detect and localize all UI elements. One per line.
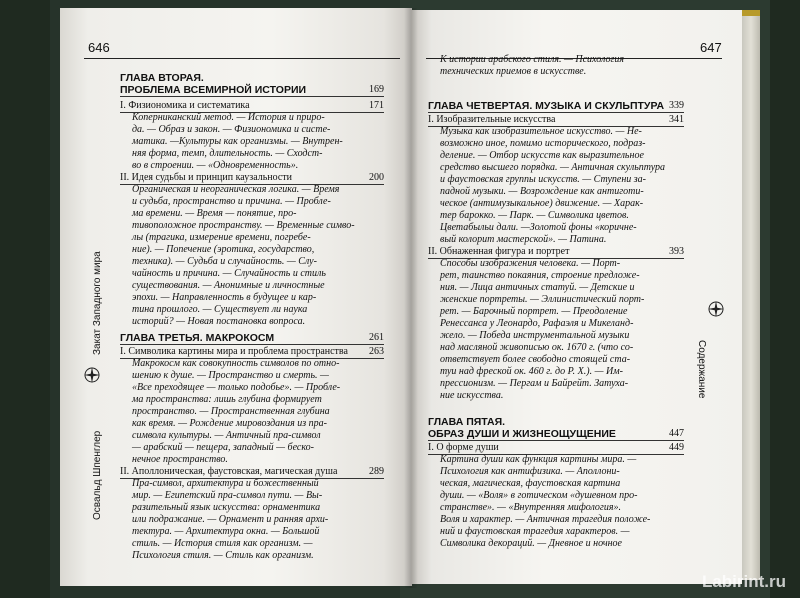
section-summary-line: рет, таинство покаяния, строение предложе- bbox=[440, 270, 640, 281]
compass-icon bbox=[707, 300, 725, 318]
section-summary-line: души. — «Воля» в готическом «душевном про- bbox=[440, 490, 638, 501]
section-entry: II. Обнаженная фигура и портрет bbox=[428, 246, 570, 257]
section-summary-line: туи над фреской ок. 460 г. до Р. Х.). — Им- bbox=[440, 366, 623, 377]
chapter-heading: ГЛАВА ПЯТАЯ. bbox=[428, 416, 506, 428]
page-ref-number: 341 bbox=[669, 114, 684, 125]
compass-icon bbox=[83, 366, 101, 384]
page-ref-number: 169 bbox=[369, 84, 384, 95]
watermark: Labirint.ru bbox=[701, 572, 786, 591]
section-entry: II. Аполлоническая, фаустовская, магическая душа bbox=[120, 466, 338, 477]
section-summary-line: вый колорит мастерской». — Патина. bbox=[440, 234, 607, 245]
section-summary-line: Ренессанса у Леонардо, Рафаэля и Микеланд- bbox=[440, 318, 634, 329]
section-summary-line: падной музыки. — Возрождение как антиготи- bbox=[440, 186, 644, 197]
section-summary-line: прессионизм. — Пергам и Байрейт. Затуха- bbox=[440, 378, 629, 389]
section-summary-line: пространство. — Пространственная глубина bbox=[132, 406, 330, 417]
entry-underline bbox=[120, 344, 384, 345]
section-entry: II. Идея судьбы и принцип каузальности bbox=[120, 172, 293, 183]
section-summary-line: ческая, магическая, фаустовская картина bbox=[440, 478, 621, 489]
page-ref-number: 447 bbox=[669, 428, 684, 439]
entry-underline bbox=[428, 440, 684, 441]
section-summary-line: символа культуры. — Античный пра-символ bbox=[132, 430, 321, 441]
section-entry: I. Изобразительные искусства bbox=[428, 114, 556, 125]
section-summary-line: рет. — Барочный портрет. — Преодоление bbox=[440, 306, 628, 317]
chapter-heading: ГЛАВА ВТОРАЯ. bbox=[120, 72, 204, 84]
section-summary-line: Психология как антифизика. — Аполлони- bbox=[440, 466, 620, 477]
chapter-heading: ОБРАЗ ДУШИ И ЖИЗНЕОЩУЩЕНИЕ bbox=[428, 428, 616, 440]
section-summary-line: средство высшего порядка. — Античная скульптура bbox=[440, 162, 666, 173]
chapter-heading: ГЛАВА ТРЕТЬЯ. МАКРОКОСМ bbox=[120, 332, 275, 344]
section-summary-line: лы (трагика, измерение времени, погребе- bbox=[132, 232, 311, 243]
section-summary-line: тектура. — Архитектура окна. — Большой bbox=[132, 526, 320, 537]
section-summary-line: ма пространства: лишь глубина формирует bbox=[132, 394, 322, 405]
header-rule-left bbox=[84, 58, 400, 59]
section-summary-line: Психология стиля. — Стиль как организм. bbox=[132, 550, 314, 561]
section-summary-line: шению к душе. — Пространство и смерть. — bbox=[132, 370, 329, 381]
section-summary-line: Музыка как изобразительное искусство. — Не- bbox=[440, 126, 642, 137]
section-summary-line: ответствует более свободно стоящей ста- bbox=[440, 354, 631, 365]
section-summary-line: Способы изображения человека. — Порт- bbox=[440, 258, 621, 269]
section-entry: I. Символика картины мира и проблема пространства bbox=[120, 346, 348, 357]
section-entry: I. О форме души bbox=[428, 442, 499, 453]
page-ref-number: 200 bbox=[369, 172, 384, 183]
section-entry: I. Физиономика и систематика bbox=[120, 100, 250, 111]
running-head-author: Освальд Шпенглер bbox=[92, 430, 103, 520]
section-summary-line: Макрокосм как совокупность символов по отно- bbox=[132, 358, 340, 369]
section-summary-line: чайность и причина. — Случайность и стиль bbox=[132, 268, 326, 279]
entry-underline bbox=[428, 112, 684, 113]
page-ref-number: 171 bbox=[369, 100, 384, 111]
page-edges-right bbox=[742, 12, 760, 580]
section-summary-line: Коперниканский метод. — История и приро- bbox=[132, 112, 325, 123]
section-summary-line: возможно иное, помимо исторического, подраз- bbox=[440, 138, 646, 149]
section-summary-line: тер барокко. — Парк. — Символика цветов. bbox=[440, 210, 629, 221]
section-summary-line: Картина души как функция картины мира. — bbox=[440, 454, 637, 465]
book-gutter bbox=[404, 8, 418, 588]
section-summary-line: «Все преходящее — только подобье». — Пробле- bbox=[132, 382, 341, 393]
section-summary-line: — арабский — пещера, западный — беско- bbox=[132, 442, 314, 453]
section-summary-line: технических приемов в искусстве. bbox=[440, 66, 587, 77]
page-ref-number: 263 bbox=[369, 346, 384, 357]
section-summary-line: нечное пространство. bbox=[132, 454, 228, 465]
page-ref-number: 261 bbox=[369, 332, 384, 343]
section-summary-line: эпохи. — Направленность в будущее и кар- bbox=[132, 292, 317, 303]
page-number-left: 646 bbox=[88, 40, 110, 55]
section-summary-line: ния. — Лица античных статуй. — Детские и bbox=[440, 282, 635, 293]
running-head-contents: Содержание bbox=[696, 340, 707, 399]
section-summary-line: ние). — Попечение (эротика, государство, bbox=[132, 244, 315, 255]
page-number-right: 647 bbox=[700, 40, 722, 55]
section-summary-line: Цветабыльи дали. —Золотой фоны «коричне- bbox=[440, 222, 637, 233]
section-summary-line: тивоположное пространству. — Временные симво- bbox=[132, 220, 355, 231]
page-ref-number: 393 bbox=[669, 246, 684, 257]
section-summary-line: ческое (антимузыкальное) движение. — Харак- bbox=[440, 198, 644, 209]
section-summary-line: как время. — Рождение мировоздания из пра- bbox=[132, 418, 328, 429]
page-ref-number: 289 bbox=[369, 466, 384, 477]
section-summary-line: ма времени. — Время — понятие, про- bbox=[132, 208, 297, 219]
section-summary-line: жело. — Победа инструментальной музыки bbox=[440, 330, 630, 341]
section-summary-line: или подражание. — Орнамент и ранняя архи- bbox=[132, 514, 329, 525]
section-summary-line: во в строении. — «Одновременность». bbox=[132, 160, 299, 171]
section-summary-line: матика. —Культуры как организмы. — Внутрен- bbox=[132, 136, 343, 147]
section-summary-line: Органическая и неорганическая логика. — Время bbox=[132, 184, 340, 195]
section-summary-line: техника). — Судьба и случайность. — Слу- bbox=[132, 256, 317, 267]
section-summary-line: ние искусства. bbox=[440, 390, 504, 401]
section-summary-line: и фаустовская группы искусств. — Ступени за- bbox=[440, 174, 647, 185]
section-summary-line: Символика декораций. — Дневное и ночное bbox=[440, 538, 622, 549]
section-summary-line: и судьба, пространство и причина. — Пробле- bbox=[132, 196, 331, 207]
section-summary-line: няя форма, темп, длительность. — Сходст- bbox=[132, 148, 323, 159]
section-summary-line: Воля и характер. — Античная трагедия положе- bbox=[440, 514, 651, 525]
section-summary-line: ний и фаустовская трагедия характеров. — bbox=[440, 526, 630, 537]
entry-underline bbox=[120, 96, 384, 97]
section-summary-line: разительный язык искусства: орнаментика bbox=[132, 502, 321, 513]
running-head-title: Закат Западного мира bbox=[92, 251, 103, 355]
section-summary-line: тина прошлого. — Существует ли наука bbox=[132, 304, 308, 315]
chapter-heading: ГЛАВА ЧЕТВЕРТАЯ. МУЗЫКА И СКУЛЬПТУРА bbox=[428, 100, 665, 112]
section-summary-line: да. — Образ и закон. — Физиономика и систе- bbox=[132, 124, 331, 135]
section-summary-line: странстве». — «Внутренняя мифология». bbox=[440, 502, 621, 513]
section-summary-line: Пра-символ, архитектура и божественный bbox=[132, 478, 319, 489]
section-summary-line: мир. — Египетский пра-символ пути. — Вы- bbox=[132, 490, 323, 501]
chapter-heading: ПРОБЛЕМА ВСЕМИРНОЙ ИСТОРИИ bbox=[120, 84, 307, 96]
section-summary-line: существования. — Анонимные и личностные bbox=[132, 280, 325, 291]
section-summary-line: К истории арабского стиля. — Психология bbox=[440, 54, 625, 65]
section-summary-line: деление. — Отбор искусств как выразительное bbox=[440, 150, 644, 161]
section-summary-line: женские портреты. — Эллинистический порт- bbox=[440, 294, 645, 305]
page-ref-number: 449 bbox=[669, 442, 684, 453]
section-summary-line: над масляной живописью ок. 1670 г. (что со- bbox=[440, 342, 634, 353]
section-summary-line: стиль. — История стиля как организм. — bbox=[132, 538, 313, 549]
page-ref-number: 339 bbox=[669, 100, 684, 111]
section-summary-line: историй? — Новая постановка вопроса. bbox=[132, 316, 306, 327]
